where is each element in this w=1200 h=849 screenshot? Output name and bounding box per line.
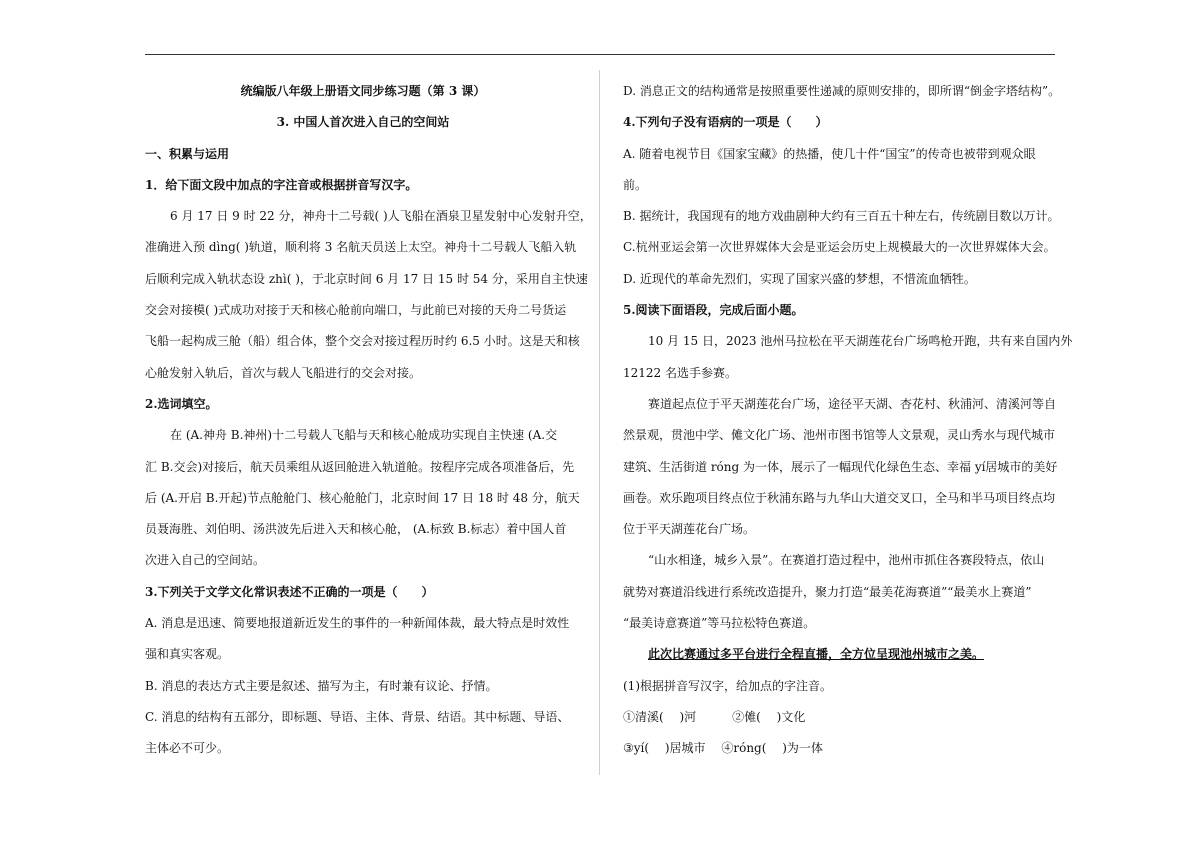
right-column bbox=[623, 76, 1073, 765]
passage-line: 12122 名选手参赛。 bbox=[623, 365, 737, 380]
passage-line: 画卷。欢乐跑项目终点位于秋浦东路与九华山大道交叉口，全马和半马项目终点均 bbox=[623, 490, 1056, 505]
question-3-prompt: 3.下列关于文学文化常识表述不正确的一项是（ ） bbox=[145, 584, 434, 599]
q2-line: 次进入自己的空间站。 bbox=[145, 553, 266, 568]
q3-option-line: A. 消息是迅速、简要地报道新近发生的事件的一种新闻体裁，最大特点是时效性 bbox=[145, 616, 570, 631]
q3-option-line: 强和真实客观。 bbox=[145, 647, 230, 662]
passage-line: 建筑、生活街道 róng 为一体，展示了一幅现代化绿色生态、幸福 yí居城市的美好 bbox=[623, 459, 1058, 474]
passage-line: 赛道起点位于平天湖莲花台广场，途径平天湖、杏花村、秋浦河、清溪河等自 bbox=[648, 396, 1057, 411]
q1-line: 交会对接模( )式成功对接于天和核心舱前向端口，与此前已对接的天舟二号货运 bbox=[145, 303, 567, 318]
passage-line: 10 月 15 日，2023 池州马拉松在平天湖莲花台广场鸣枪开跑，共有来自国内外 bbox=[648, 334, 1073, 349]
passage-line: “最美诗意赛道”等马拉松特色赛道。 bbox=[623, 616, 816, 631]
column-divider bbox=[599, 70, 600, 775]
q1-line: 6 月 17 日 9 时 22 分，神舟十二号载( )人飞船在酒泉卫星发射中心发射升空， bbox=[170, 209, 592, 224]
q3-option-line: C. 消息的结构有五部分，即标题、导语、主体、背景、结语。其中标题、导语、 bbox=[145, 709, 570, 724]
lesson-title: 3. 中国人首次进入自己的空间站 bbox=[276, 115, 450, 130]
q4-option-line: 前。 bbox=[623, 177, 648, 192]
fill-item-row: ③yí( )居城市 ④róng( )为一体 bbox=[623, 741, 823, 756]
passage-line: 然景观，贯池中学、傩文化广场、池州市图书馆等人文景观，灵山秀水与现代城市 bbox=[623, 428, 1056, 443]
q1-line: 飞船一起构成三舱（船）组合体，整个交会对接过程历时约 6.5 小时。这是天和核 bbox=[145, 334, 580, 349]
passage-line: 位于平天湖莲花台广场。 bbox=[623, 522, 756, 537]
q2-line: 汇 B.交会)对接后，航天员乘组从返回舱进入轨道舱。按程序完成各项准备后，先 bbox=[145, 459, 575, 474]
q2-line: 员聂海胜、刘伯明、汤洪波先后进入天和核心舱， (A.标致 B.标志）着中国人首 bbox=[145, 522, 567, 537]
underlined-sentence-wrap bbox=[623, 639, 1055, 670]
q4-option-line: D. 近现代的革命先烈们，实现了国家兴盛的梦想，不惜流血牺牲。 bbox=[623, 271, 976, 286]
fill-item-row: ①清溪( )河 ②傩( )文化 bbox=[623, 709, 806, 724]
underlined-sentence: 此次比赛通过多平台进行全程直播，全方位呈现池州城市之美。 bbox=[648, 647, 985, 662]
q1-line: 后顺利完成入轨状态设 zhì( )，于北京时间 6 月 17 日 15 时 54 分，采用自主快速 bbox=[145, 271, 588, 286]
q1-line: 准确进入预 dìng( )轨道，顺利将 3 名航天员送上太空。神舟十二号载人飞船入轨 bbox=[145, 240, 577, 255]
section-heading: 一、积累与运用 bbox=[145, 146, 230, 161]
q4-option-line: B. 据统计，我国现有的地方戏曲剧种大约有三百五十种左右，传统剧目数以万计。 bbox=[623, 209, 1060, 224]
q2-line: 后 (A.开启 B.开起)节点舱舱门、核心舱舱门，北京时间 17 日 18 时 48 分，航天 bbox=[145, 490, 580, 505]
question-4-prompt: 4.下列句子没有语病的一项是（ ） bbox=[623, 115, 828, 130]
q3-option-d: D. 消息正文的结构通常是按照重要性递减的原则安排的，即所谓“倒金字塔结构”。 bbox=[623, 84, 1061, 98]
left-column bbox=[145, 76, 592, 765]
page-title: 统编版八年级上册语文同步练习题（第 3 课） bbox=[240, 84, 486, 98]
q1-line: 心舱发射入轨后，首次与载人飞船进行的交会对接。 bbox=[145, 365, 422, 380]
question-5-prompt: 5.阅读下面语段，完成后面小题。 bbox=[623, 303, 804, 318]
question-2-prompt: 2.选词填空。 bbox=[145, 396, 218, 411]
passage-line: “山水相逢，城乡入景”。在赛道打造过程中，池州市抓住各赛段特点，依山 bbox=[648, 553, 1045, 568]
q4-option-line: C.杭州亚运会第一次世界媒体大会是亚运会历史上规模最大的一次世界媒体大会。 bbox=[623, 240, 1056, 255]
q3-option-line: B. 消息的表达方式主要是叙述、描写为主，有时兼有议论、抒情。 bbox=[145, 678, 498, 693]
q4-option-line: A. 随着电视节目《国家宝藏》的热播，使几十件“国宝”的传奇也被带到观众眼 bbox=[623, 146, 1036, 161]
question-1-prompt: 1．给下面文段中加点的字注音或根据拼音写汉字。 bbox=[145, 177, 418, 192]
passage-line: 就势对赛道沿线进行系统改造提升，聚力打造“最美花海赛道”“最美水上赛道” bbox=[623, 584, 1032, 599]
q3-option-line: 主体必不可少。 bbox=[145, 741, 230, 756]
q2-line: 在 (A.神舟 B.神州)十二号载人飞船与天和核心舱成功实现自主快速 (A.交 bbox=[170, 428, 558, 443]
header-rule bbox=[145, 54, 1055, 55]
sub-question-1: (1)根据拼音写汉字，给加点的字注音。 bbox=[623, 678, 832, 693]
